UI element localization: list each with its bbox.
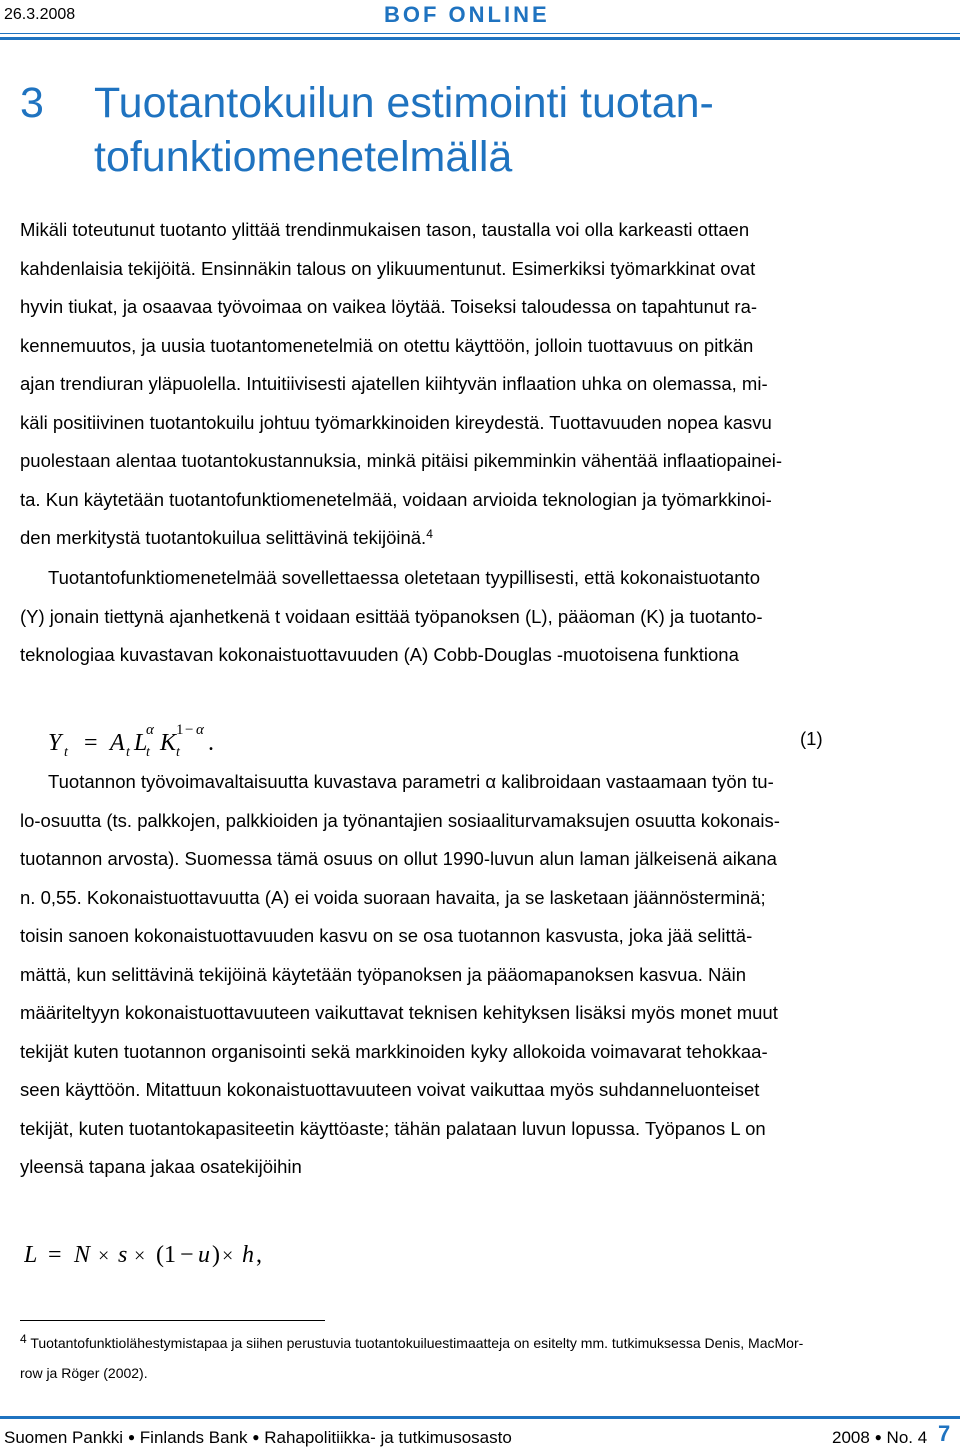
footer-rule: [0, 1416, 960, 1419]
paragraph-line: mättä, kun selittävinä tekijöinä käytetään työpanoksen ja pääomapanoksen kasvua. Näin: [20, 963, 747, 985]
svg-text:N: N: [74, 1242, 91, 1268]
paragraph-line: (Y) jonain tiettynä ajanhetkenä t voidaan esittää työpanoksen (L), pääoman (K) ja tuotanto-: [20, 605, 763, 627]
svg-text:(1: (1: [156, 1242, 176, 1268]
paragraph-1: [20, 211, 930, 558]
paragraph-line: määriteltyyn kokonaistuottavuuteen vaikuttavat teknisen kehityksen lisäksi myös monet muut: [20, 1002, 778, 1023]
footnote-text: Tuotantofunktiolähestymistapaa ja siihen perustuvia tuotantokuiluestimaatteja on esitelty mm. tutkimuksessa Denis, MacMor-: [30, 1335, 804, 1351]
svg-text:h: h: [242, 1242, 254, 1268]
svg-text:−: −: [185, 722, 194, 738]
footnote-line-1: [20, 1328, 940, 1358]
page-number: 7: [938, 1421, 951, 1446]
paragraph-line: kennemuutos, ja uusia tuotantomenetelmiä on otettu käyttöön, jolloin tuottavuus on pitkän: [20, 334, 754, 356]
svg-text:t: t: [146, 745, 150, 760]
svg-text:): ): [212, 1242, 220, 1268]
svg-text:×: ×: [222, 1245, 234, 1267]
header-brand: BOF ONLINE: [384, 2, 550, 27]
paragraph-line: tekijät kuten tuotannon organisointi sekä markkinoiden kyky allokoida voimavarat tehokkaa-: [20, 1040, 768, 1062]
paragraph-line: käli positiivinen tuotantokuilu johtuu työmarkkinoiden kireydestä. Tuottavuuden nopea kasvu: [20, 411, 772, 433]
footnote-reference[interactable]: 4: [426, 527, 433, 541]
svg-text:.: .: [208, 730, 214, 756]
bullet-icon: ●: [127, 1430, 136, 1444]
paragraph-line: kahdenlaisia tekijöitä. Ensinnäkin talous on ylikuumentunut. Esimerkiksi työmarkkinat ovat: [20, 257, 756, 279]
svg-text:α: α: [196, 722, 204, 738]
footnote-line-2: row ja Röger (2002).: [20, 1365, 148, 1381]
footer-org-fi: Suomen Pankki: [4, 1428, 124, 1447]
footer-org-sv: Finlands Bank: [139, 1428, 248, 1447]
footer-organisation: [4, 1428, 512, 1448]
equation-number: (1): [800, 728, 823, 749]
svg-text:1: 1: [176, 722, 184, 738]
paragraph-line-text: den merkitystä tuotantokuilua selittävinä tekijöinä.: [20, 527, 427, 548]
paragraph-2: [20, 559, 930, 675]
footer-department: Rahapolitiikka- ja tutkimusosasto: [264, 1428, 512, 1447]
paragraph-line: ajan trendiuran yläpuolella. Intuitiivisesti ajatellen kiihtyvän inflaation uhka on olemassa, mi-: [20, 373, 768, 394]
svg-text:Y: Y: [48, 730, 62, 756]
footer-issue-number: No. 4: [886, 1428, 928, 1447]
section-number: 3: [20, 79, 44, 127]
svg-text:α: α: [146, 722, 154, 738]
paragraph-line: seen käyttöön. Mitattuun kokonaistuottavuuteen voivat vaikuttaa myös suhdanneluonteiset: [20, 1079, 760, 1100]
svg-text:L: L: [134, 730, 148, 756]
section-title-text: [94, 76, 954, 184]
paragraph-3: [20, 763, 930, 1187]
bullet-icon: ●: [252, 1430, 260, 1444]
svg-text:K: K: [160, 730, 177, 756]
svg-text:s: s: [118, 1242, 128, 1268]
section-title-line-2: tofunktiomenetelmällä: [94, 133, 513, 181]
header-date: 26.3.2008: [4, 6, 76, 23]
paragraph-line-last: [20, 519, 930, 558]
paragraph-line: tuotannon arvosta). Suomessa tämä osuus on ollut 1990-luvun alun laman jälkeisenä aikana: [20, 848, 777, 869]
paragraph-line: hyvin tiukat, ja osaavaa työvoimaa on vaikea löytää. Toiseksi taloudessa on tapahtunut ra-: [20, 296, 758, 317]
svg-text:u: u: [198, 1242, 210, 1268]
svg-text:−: −: [180, 1242, 194, 1268]
paragraph-line: lo-osuutta (ts. palkkojen, palkkioiden ja työnantajien sosiaaliturvamaksujen osuutta kokonais-: [20, 809, 780, 831]
paragraph-line: n. 0,55. Kokonaistuottavuutta (A) ei voida suoraan havaita, ja se lasketaan jäännösterminä;: [20, 886, 766, 908]
paragraph-line: yleensä tapana jakaa osatekijöihin: [20, 1156, 302, 1177]
equation-labour-input: [24, 1234, 284, 1274]
footnote-number: 4: [20, 1332, 27, 1346]
svg-text:×: ×: [134, 1245, 146, 1267]
svg-text:t: t: [64, 745, 68, 760]
svg-text:t: t: [176, 745, 180, 760]
footnote-separator: [20, 1320, 325, 1321]
svg-text:A: A: [110, 730, 125, 756]
paragraph-line: toisin sanoen kokonaistuottavuuden kasvu on se osa tuotannon kasvusta, joka jää selittä-: [20, 925, 753, 946]
paragraph-line: Mikäli toteutunut tuotanto ylittää trendinmukaisen tason, taustalla voi olla karkeasti ottaen: [20, 219, 750, 240]
svg-text:t: t: [126, 745, 130, 760]
paragraph-line: Tuotantofunktiomenetelmää sovellettaessa oletetaan tyypillisesti, että kokonaistuotanto: [48, 567, 760, 588]
svg-text:=: =: [48, 1242, 62, 1268]
paragraph-line: tekijät, kuten tuotantokapasiteetin käyttöaste; tähän palataan luvun lopussa. Työpanos L on: [20, 1117, 766, 1139]
bullet-icon: ●: [874, 1430, 882, 1444]
header-rule-thick: [0, 37, 960, 40]
svg-text:=: =: [84, 730, 98, 756]
svg-text:L: L: [24, 1242, 38, 1268]
section-title-line-1: Tuotantokuilun estimointi tuotan-: [94, 79, 714, 127]
footer-year: 2008: [832, 1428, 870, 1447]
paragraph-line: Tuotannon työvoimavaltaisuutta kuvastava parametri α kalibroidaan vastaamaan työn tu-: [48, 771, 774, 792]
footer-issue: [832, 1428, 927, 1448]
paragraph-line: teknologiaa kuvastavan kokonaistuottavuuden (A) Cobb-Douglas -muotoisena funktiona: [20, 644, 739, 665]
paragraph-line: puolestaan alentaa tuotantokustannuksia, minkä pitäisi pikemminkin vähentää inflaatiopainei-: [20, 450, 783, 471]
svg-text:,: ,: [256, 1242, 262, 1268]
header-rule-thin: [0, 33, 960, 34]
paragraph-line: ta. Kun käytetään tuotantofunktiomenetelmää, voidaan arvioida teknologian ja työmarkkinoi-: [20, 488, 772, 510]
svg-text:×: ×: [98, 1245, 110, 1267]
footnote: [20, 1328, 940, 1388]
